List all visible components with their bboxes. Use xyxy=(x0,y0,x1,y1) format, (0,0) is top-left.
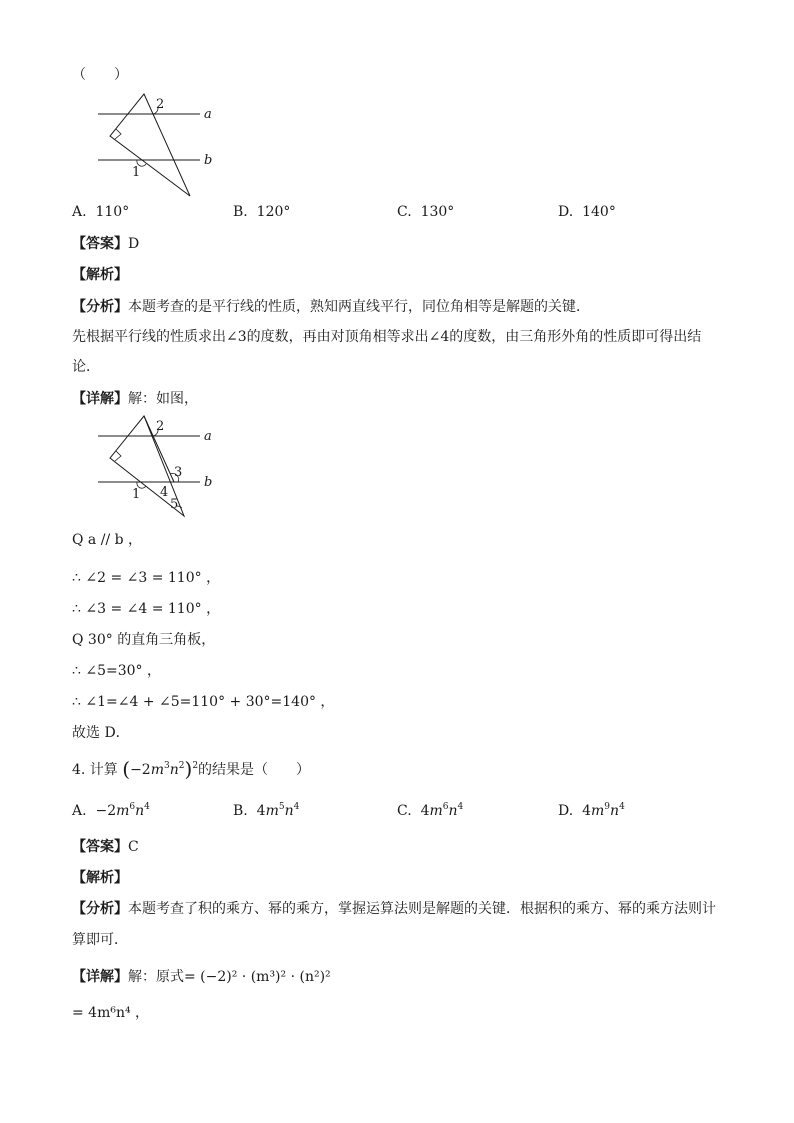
q3-step-1: Q a // b ， xyxy=(72,532,143,548)
right-angle-mark xyxy=(115,451,121,461)
q3-step-5: ∴ ∠5=30° ， xyxy=(72,663,161,679)
label-angle4: 4 xyxy=(160,485,169,500)
q3-step-2: ∴ ∠2 = ∠3 = 110° ， xyxy=(72,570,221,586)
q4-option-c[interactable]: C. $4m^6n^4$ xyxy=(397,802,464,819)
q3-step-7: 故选 D． xyxy=(72,725,130,741)
label-angle1: 1 xyxy=(132,165,141,180)
q3-xiangjie: 【详解】解：如图， xyxy=(72,391,198,407)
q3-fenxi-line2: 先根据平行线的性质求出∠3的度数，再由对顶角相等求出∠4的度数，由三角形外角的性质即可得出结 xyxy=(72,329,702,345)
q4-stem: 4. 计算 $(-2m^3n^2)^2$的结果是（ ） xyxy=(72,757,311,781)
q4-option-b[interactable]: B. $4m^5n^4$ xyxy=(233,802,300,819)
right-angle-mark xyxy=(115,129,121,139)
q4-answer: 【答案】C xyxy=(72,839,139,855)
q4-fenxi-line2: 算即可． xyxy=(72,932,128,948)
label-angle2: 2 xyxy=(156,97,165,112)
q4-xiangjie: 【详解】解：原式= (−2)² · (m³)² · (n²)² xyxy=(72,969,331,985)
label-angle1: 1 xyxy=(132,487,141,502)
q3-jiexi-heading: 【解析】 xyxy=(72,267,128,283)
label-angle3: 3 xyxy=(174,465,183,480)
q4-option-a[interactable]: A. $-2m^6n^4$ xyxy=(72,802,150,819)
q3-fenxi-line3: 论． xyxy=(72,359,100,375)
q3-step-4: Q 30° 的直角三角板， xyxy=(72,632,216,648)
label-b: b xyxy=(204,475,213,490)
q3-step-3: ∴ ∠3 = ∠4 = 110° ， xyxy=(72,601,221,617)
triangle xyxy=(110,94,190,196)
q4-option-d[interactable]: D. $4m^9n^4$ xyxy=(558,802,625,819)
label-angle2: 2 xyxy=(156,419,165,434)
label-angle5: 5 xyxy=(170,497,179,512)
q3-fenxi: 【分析】本题考查的是平行线的性质，熟知两直线平行，同位角相等是解题的关键． xyxy=(72,299,590,315)
q3-option-b[interactable]: B. 120° xyxy=(233,204,291,220)
q4-jiexi-heading: 【解析】 xyxy=(72,870,128,886)
q4-result: = 4m⁶n⁴ ， xyxy=(72,1005,150,1021)
label-b: b xyxy=(204,153,213,168)
q3-figure-annotated xyxy=(92,410,222,522)
q3-option-a[interactable]: A. 110° xyxy=(72,204,130,220)
q3-step-6: ∴ ∠1=∠4 + ∠5=110° + 30°=140° ， xyxy=(72,694,335,710)
label-a: a xyxy=(204,107,212,122)
q4-fenxi: 【分析】本题考查了积的乘方、幂的乘方，掌握运算法则是解题的关键．根据积的乘方、幂的乘方法则计 xyxy=(72,901,716,917)
q3-option-c[interactable]: C. 130° xyxy=(397,204,455,220)
q3-answer: 【答案】D xyxy=(72,236,140,252)
q3-figure xyxy=(92,88,222,200)
q3-paren: （ ） xyxy=(72,67,128,83)
q3-option-d[interactable]: D. 140° xyxy=(558,204,616,220)
label-a: a xyxy=(204,429,212,444)
